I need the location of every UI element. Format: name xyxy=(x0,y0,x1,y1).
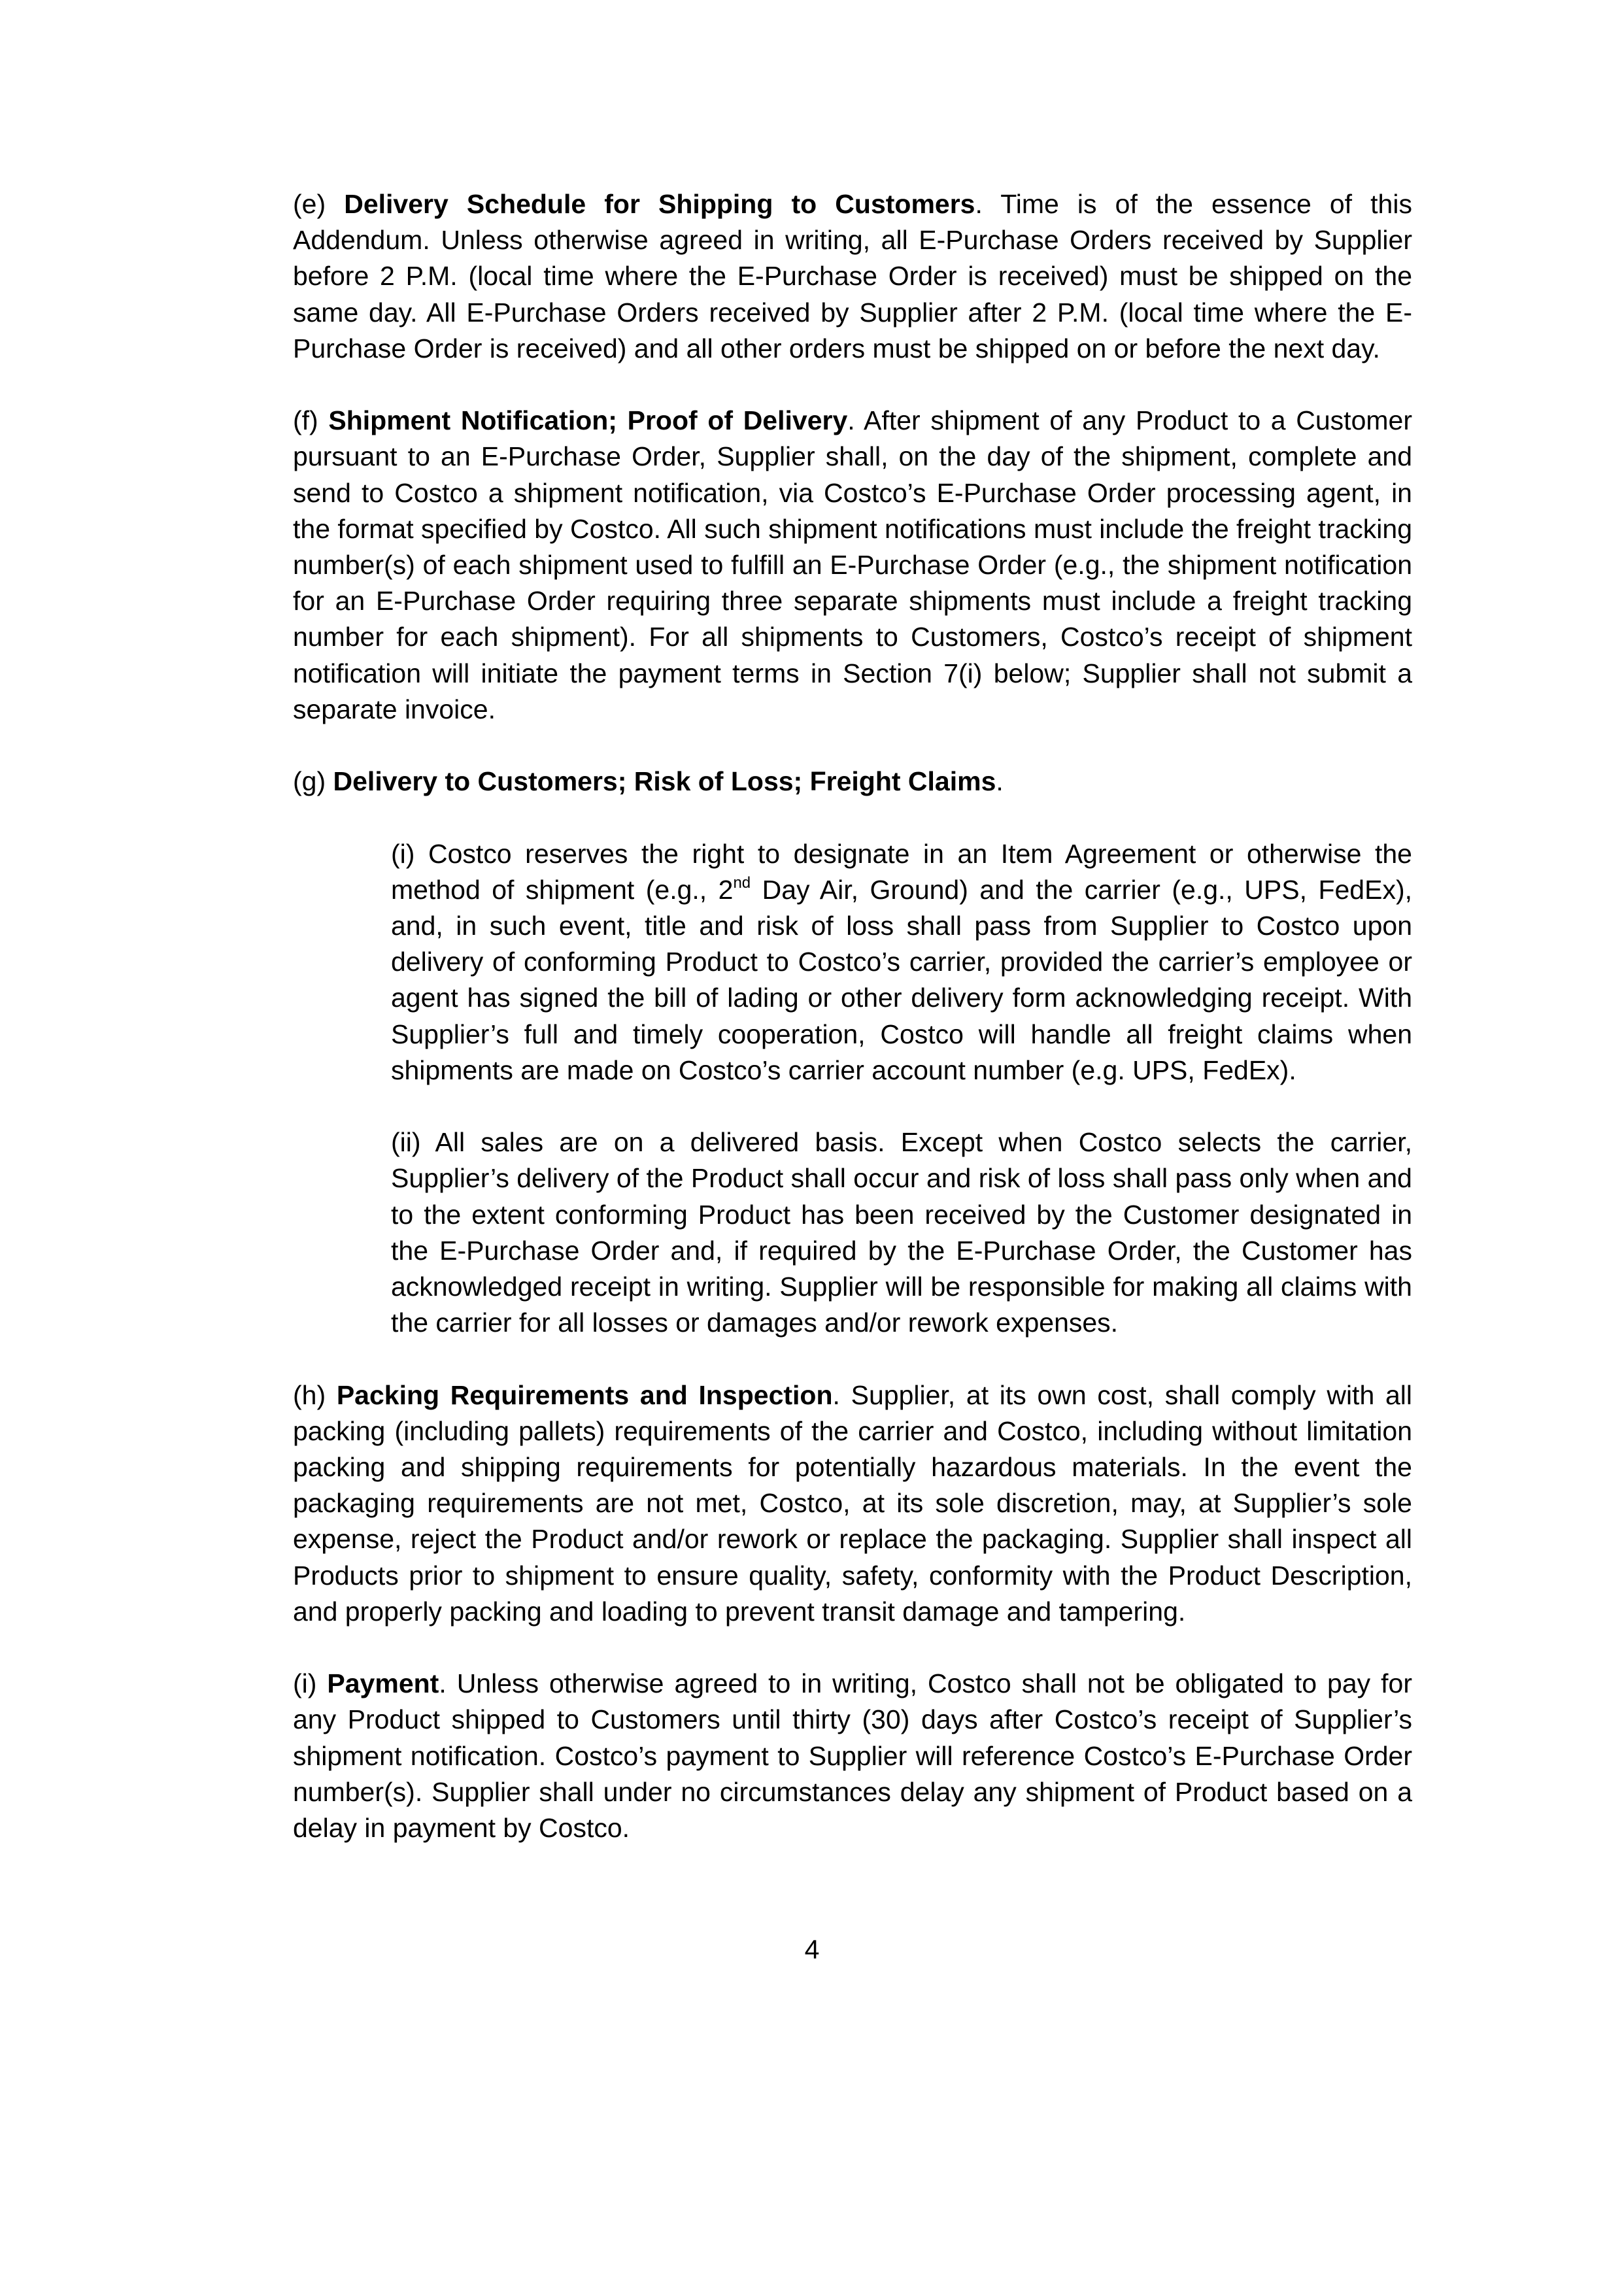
section-g-subsection-ii xyxy=(391,1124,1412,1341)
section-e-body: . Time is of the essence of this Addendum. Unless otherwise agreed in writing, all E-Purchase Orders received by Supplier before 2 P.M. (local time where the E-Purchase Order is received) must be shipped on the same day. All E-Purchase Orders received by Supplier after 2 P.M. (local time where the E-Purchase Order is received) and all other orders must be shipped on or before the next day. xyxy=(293,189,1412,363)
section-f-body: . After shipment of any Product to a Customer pursuant to an E-Purchase Order, Supplier shall, on the day of the shipment, complete and send to Costco a shipment notification, via Costco’s E-Purchase Order processing agent, in the format specified by Costco. All such shipment notifications must include the freight tracking number(s) of each shipment used to fulfill an E-Purchase Order (e.g., the shipment notification for an E-Purchase Order requiring three separate shipments must include a freight tracking number for each shipment). For all shipments to Customers, Costco’s receipt of shipment notification will initiate the payment terms in Section 7(i) below; Supplier shall not submit a separate invoice. xyxy=(293,405,1412,724)
section-h-label: (h) xyxy=(293,1379,326,1410)
section-g-heading: Delivery to Customers; Risk of Loss; Freight Claims xyxy=(333,766,996,797)
section-g-sub-ii-text: (ii) All sales are on a delivered basis. Except when Costco selects the carrier, Supplier’s delivery of the Product shall occur and risk of loss shall pass only when and to the extent conforming Product has been received by the Customer designated in the E-Purchase Order and, if required by the E-Purchase Order, the Customer has acknowledged receipt in writing. Supplier will be responsible for making all claims with the carrier for all losses or damages and/or rework expenses. xyxy=(391,1127,1412,1338)
ordinal-superscript: nd xyxy=(733,874,751,892)
section-g-sub-i-text-start: (i) Costco reserves the right to designate in an Item Agreement or otherwise the method of shipment (e.g., 2 xyxy=(391,838,1412,905)
section-f-label: (f) xyxy=(293,405,318,436)
section-e-label: (e) xyxy=(293,189,326,219)
section-h xyxy=(293,1377,1412,1630)
section-i xyxy=(293,1666,1412,1846)
section-i-body: . Unless otherwise agreed to in writing, Costco shall not be obligated to pay for any Product shipped to Customers until thirty (30) days after Costco’s receipt of Supplier’s shipment notification. Costco’s payment to Supplier will reference Costco’s E-Purchase Order number(s). Supplier shall under no circumstances delay any shipment of Product based on a delay in payment by Costco. xyxy=(293,1668,1412,1844)
section-g-subsection-i xyxy=(391,836,1412,1088)
section-f xyxy=(293,403,1412,728)
section-e-heading: Delivery Schedule for Shipping to Customers xyxy=(344,189,975,219)
page-number: 4 xyxy=(804,1934,820,1965)
section-g-body: . xyxy=(996,766,1004,797)
section-h-body: . Supplier, at its own cost, shall comply with all packing (including pallets) requirements of the carrier and Costco, including without limitation packing and shipping requirements for potentially hazardous materials. In the event the packaging requirements are not met, Costco, at its sole discretion, may, at Supplier’s sole expense, reject the Product and/or rework or replace the packaging. Supplier shall inspect all Products prior to shipment to ensure quality, safety, conformity with the Product Description, and properly packing and loading to prevent transit damage and tampering. xyxy=(293,1379,1412,1627)
section-h-heading: Packing Requirements and Inspection xyxy=(336,1379,833,1410)
section-g-label: (g) xyxy=(293,766,326,797)
section-g-sub-i-text-end: Day Air, Ground) and the carrier (e.g., UPS, FedEx), and, in such event, title and risk of loss shall pass from Supplier to Costco upon delivery of conforming Product to Costco’s carrier, provided the carrier’s employee or agent has signed the bill of lading or other delivery form acknowledging receipt. With Supplier’s full and timely cooperation, Costco will handle all freight claims when shipments are made on Costco’s carrier account number (e.g. UPS, FedEx). xyxy=(391,874,1412,1085)
section-g xyxy=(293,764,1412,800)
section-i-heading: Payment xyxy=(327,1668,439,1699)
section-e xyxy=(293,186,1412,367)
section-f-heading: Shipment Notification; Proof of Delivery xyxy=(328,405,848,436)
section-i-label: (i) xyxy=(293,1668,317,1699)
document-page xyxy=(293,186,1412,1882)
